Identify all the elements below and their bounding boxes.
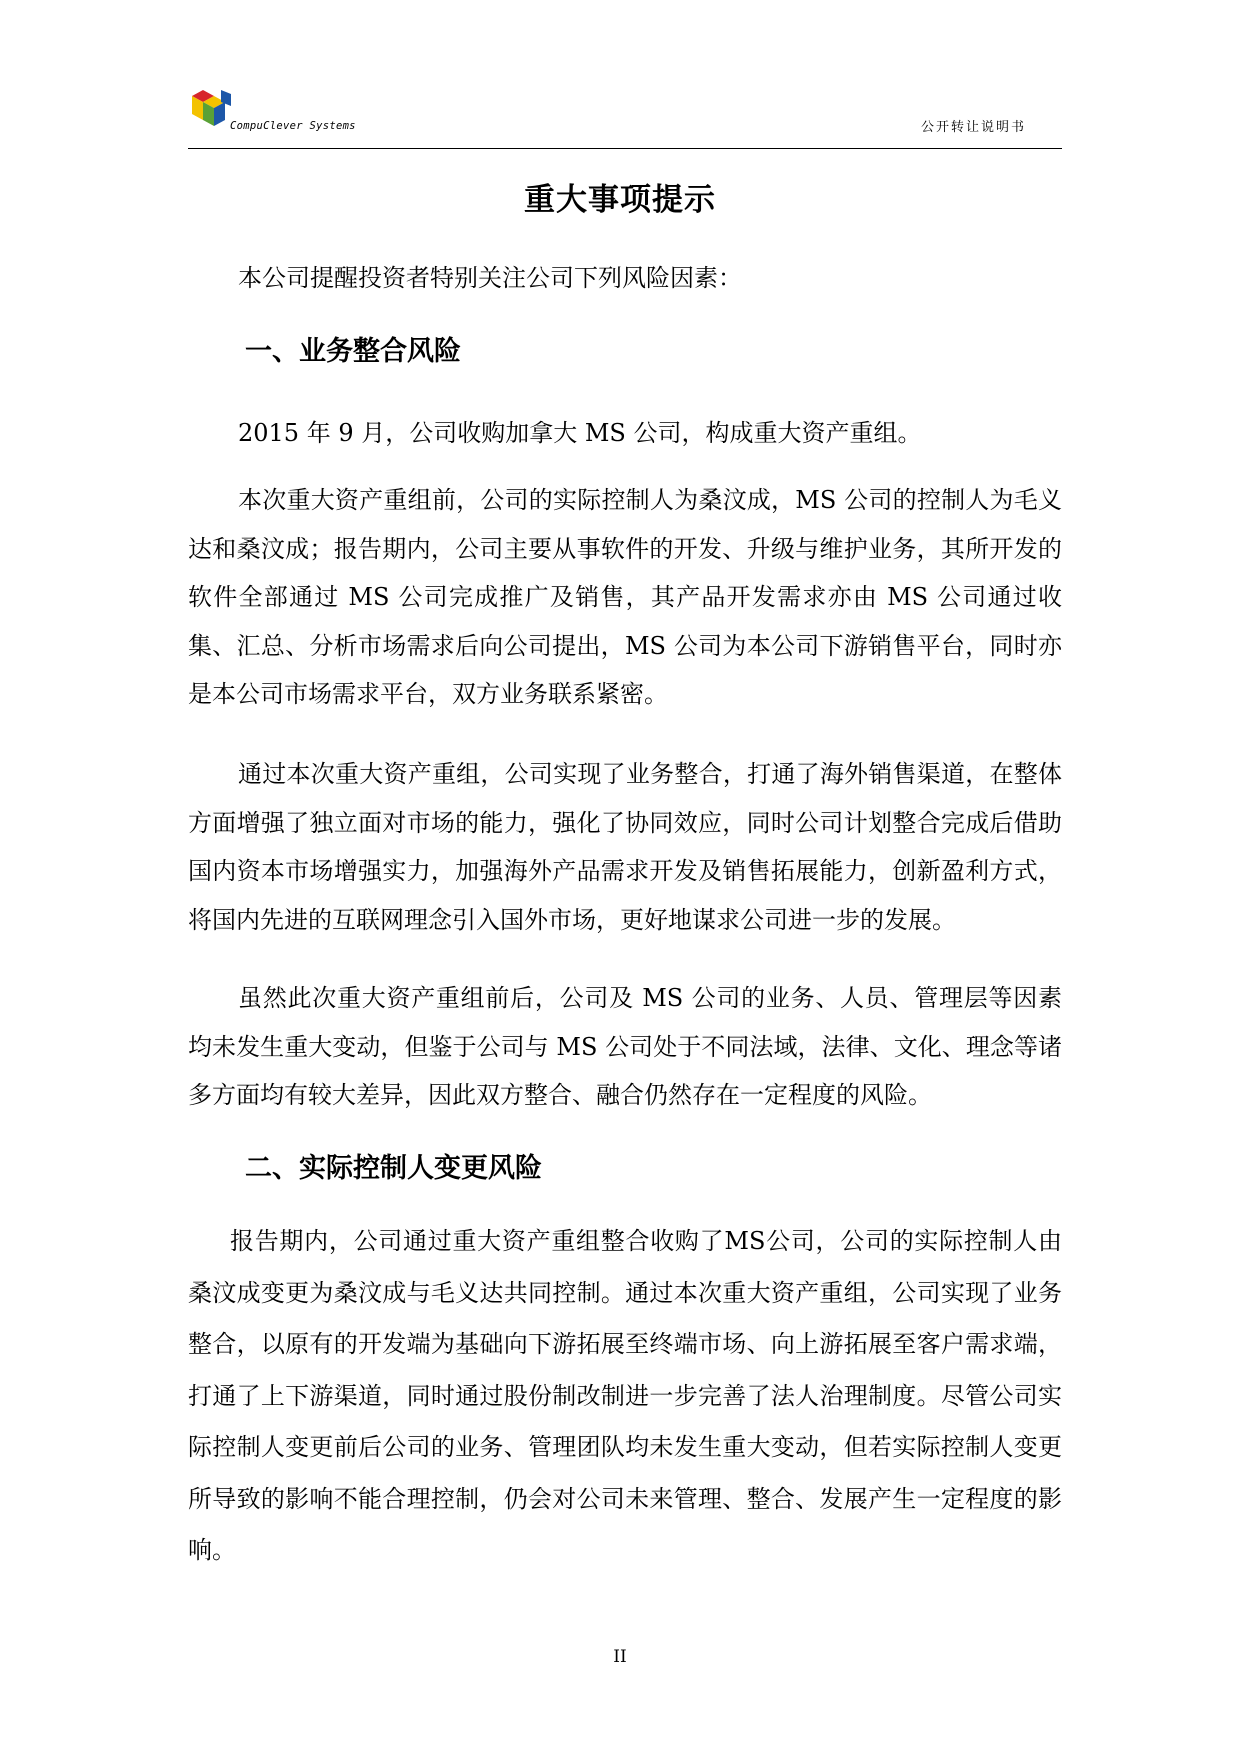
page-number: II <box>613 1647 627 1667</box>
page-header <box>188 82 1062 149</box>
company-logo <box>188 86 234 130</box>
document-type: 公开转让说明书 <box>920 120 1026 135</box>
paragraph-integration-benefits: 通过本次重大资产重组，公司实现了业务整合，打通了海外销售渠道，在整体方面增强了独立面对市场的能力，强化了协同效应，同时公司计划整合完成后借助国内资本市场增强实力，加强海外产品需求开发及销售拓展能力，创新盈利方式，将国内先进的互联网理念引入国外市场，更好地谋求公司进一步的发展。 <box>188 760 1062 934</box>
section-heading-controller-change: 二、实际控制人变更风险 <box>245 1153 542 1184</box>
paragraph-controller-change: 报告期内，公司通过重大资产重组整合收购了MS公司，公司的实际控制人由桑汶成变更为桑汶成与毛义达共同控制。通过本次重大资产重组，公司实现了业务整合，以原有的开发端为基础向下游拓展至终端市场、向上游拓展至客户需求端，打通了上下游渠道，同时通过股份制改制进一步完善了法人治理制度。尽管公司实际控制人变更前后公司的业务、管理团队均未发生重大变动，但若实际控制人变更所导致的影响不能合理控制，仍会对公司未来管理、整合、发展产生一定程度的影响。 <box>188 1227 1062 1564</box>
paragraph-integration-risk: 虽然此次重大资产重组前后，公司及 MS 公司的业务、人员、管理层等因素均未发生重大变动，但鉴于公司与 MS 公司处于不同法域，法律、文化、理念等诸多方面均有较大差异，因此双方整合、融合仍然存在一定程度的风险。 <box>188 984 1062 1109</box>
page-title: 重大事项提示 <box>524 182 716 218</box>
company-name: CompuClever Systems <box>230 120 356 132</box>
paragraph-control-background: 本次重大资产重组前，公司的实际控制人为桑汶成，MS 公司的控制人为毛义达和桑汶成；报告期内，公司主要从事软件的开发、升级与维护业务，其所开发的软件全部通过 MS 公司完成推广及销售，其产品开发需求亦由 MS 公司通过收集、汇总、分析市场需求后向公司提出，MS 公司为本公司下游销售平台，同时亦是本公司市场需求平台，双方业务联系紧密。 <box>188 486 1062 708</box>
intro-text: 本公司提醒投资者特别关注公司下列风险因素： <box>238 264 742 292</box>
section-heading-business-integration: 一、业务整合风险 <box>245 336 461 367</box>
paragraph-acquisition: 2015 年 9 月，公司收购加拿大 MS 公司，构成重大资产重组。 <box>238 419 922 447</box>
